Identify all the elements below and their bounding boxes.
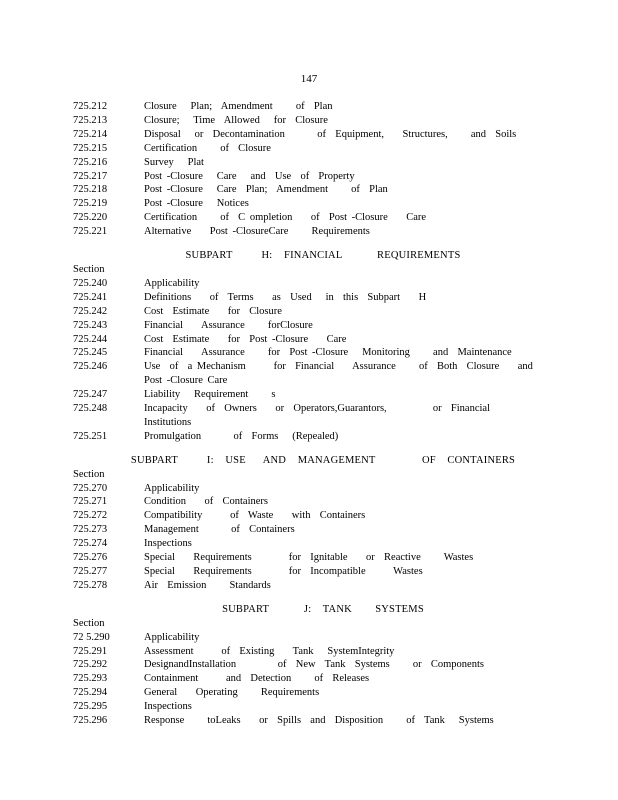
toc-entry [73,551,543,565]
section-number: 725.242 [73,305,108,317]
section-title: Disposal or Decontamination of Equipment, Structures, and Soils [144,128,517,140]
section-title: Survey Plat [144,156,204,168]
section-title: Air Emission Standards [144,579,271,591]
section-title: Special Requirements for Incompatible Wastes [144,566,423,577]
section-number: 72 5.290 [73,631,110,643]
section-title: Financial Assurance for Post -Closure Monitoring and Maintenance [144,347,512,359]
section-title: Alternative Post -ClosureCare Requirements [144,226,370,238]
toc-entry [73,700,543,714]
subpart-group [73,454,543,593]
section-title: Inspections [144,701,192,713]
toc-entry [73,509,543,523]
subpart-heading: SUBPART J: TANK SYSTEMS [222,603,424,615]
toc-entry [73,319,543,333]
toc-entry [73,565,543,579]
subpart-heading: SUBPART I: USE AND MANAGEMENT OF CONTAINERS [130,454,516,466]
section-title: Inspections [144,538,192,550]
page-number: 147 [300,73,318,85]
section-title: Compatibility of Waste with Containers [144,510,366,522]
section-label: Section [73,617,105,629]
section-title: Applicability [144,482,200,494]
subpart-group [73,100,543,239]
section-number: 725.274 [73,538,108,550]
toc-entry [73,495,543,509]
section-number: 725.220 [73,212,108,224]
section-number: 725.241 [73,291,108,303]
section-label: Section [73,468,105,480]
section-title: Definitions of Terms as Used in this Subpart H [144,291,427,303]
section-number: 725.294 [73,687,108,699]
toc-entry [73,631,543,645]
toc-entry [73,360,543,388]
section-number: 725.217 [73,170,108,182]
toc-entry [73,225,543,239]
toc-entry [73,346,543,360]
section-number: 725.216 [73,156,108,168]
section-title: Special Requirements for Ignitable or Reactive Wastes [144,552,474,564]
toc-entry [73,714,543,728]
section-number: 725.247 [73,389,108,401]
section-number: 725.212 [73,101,108,112]
section-title: Containment and Detection of Releases [144,673,370,685]
toc-entry [73,333,543,347]
section-number: 725.215 [73,142,108,154]
section-number: 725.214 [73,128,108,140]
section-number: 725.293 [73,673,108,685]
section-number: 725.246 [73,361,108,373]
section-number: 725.291 [73,645,108,657]
section-number: 725.221 [73,226,108,238]
toc-entry [73,523,543,537]
toc-entry [73,156,543,170]
section-number: 725.248 [73,403,108,415]
section-title: Post -Closure Notices [144,198,249,210]
toc-entry [73,686,543,700]
section-title: Incapacity of Owners or Operators,Guarantors, or Financial Institutions [144,403,509,428]
section-title: Closure Plan; Amendment of Plan [144,101,333,112]
table-of-contents [73,100,543,728]
section-title: Liability Requirement s [144,389,276,401]
section-title: Assessment of Existing Tank SystemIntegrity [144,645,395,657]
section-number: 725.296 [73,715,108,727]
section-title: Financial Assurance forClosure [144,319,313,331]
toc-entry [73,128,543,142]
section-number: 725.240 [73,277,108,289]
section-number: 725.245 [73,347,108,359]
section-number: 725.243 [73,319,108,331]
toc-entry [73,658,543,672]
section-title: General Operating Requirements [144,687,320,699]
toc-entry [73,211,543,225]
toc-entry [73,277,543,291]
section-title: Cost Estimate for Post -Closure Care [144,333,347,345]
toc-entry [73,388,543,402]
subpart-group [73,603,543,728]
section-title: Post -Closure Care and Use of Property [144,170,355,182]
toc-entry [73,114,543,128]
section-title: Response toLeaks or Spills and Disposition of Tank Systems [144,715,494,727]
section-title: Condition of Containers [144,496,268,508]
toc-entry [73,482,543,496]
section-title: Certification of Closure [144,142,271,154]
section-number: 725.295 [73,701,108,713]
section-number: 725.219 [73,198,108,210]
section-number: 725.270 [73,482,108,494]
section-title: Promulgation of Forms (Repealed) [144,430,339,442]
section-title: Applicability [144,631,200,643]
section-title: Certification of C ompletion of Post -Closure Care [144,212,427,224]
section-number: 725.213 [73,114,108,126]
section-title: Applicability [144,277,200,289]
toc-entry [73,672,543,686]
toc-entry [73,430,543,444]
toc-entry [73,402,543,430]
toc-entry [73,537,543,551]
section-number: 725.251 [73,430,108,442]
toc-entry [73,183,543,197]
toc-entry [73,305,543,319]
section-title: Management of Containers [144,524,295,536]
section-title: DesignandInstallation of New Tank Systems or Components [144,659,484,671]
subpart-group [73,249,543,444]
section-number: 725.244 [73,333,108,345]
toc-entry [73,291,543,305]
section-number: 725.272 [73,510,108,522]
section-title: Post -Closure Care Plan; Amendment of Plan [144,184,388,196]
section-number: 725.292 [73,659,108,671]
toc-entry [73,170,543,184]
section-title: Use of a Mechanism for Financial Assurance of Both Closure and Post -Closure Care [144,361,543,387]
section-number: 725.271 [73,496,108,508]
section-title: Closure; Time Allowed for Closure [144,114,328,126]
toc-entry [73,197,543,211]
toc-entry [73,645,543,659]
subpart-heading: SUBPART H: FINANCIAL REQUIREMENTS [185,250,461,262]
section-number: 725.278 [73,579,108,591]
toc-entry [73,100,543,114]
section-label: Section [73,263,105,275]
section-number: 725.273 [73,524,108,536]
section-number: 725.277 [73,566,108,577]
section-title: Cost Estimate for Closure [144,305,282,317]
section-number: 725.276 [73,552,108,564]
toc-entry [73,142,543,156]
toc-entry [73,579,543,593]
section-number: 725.218 [73,184,108,196]
